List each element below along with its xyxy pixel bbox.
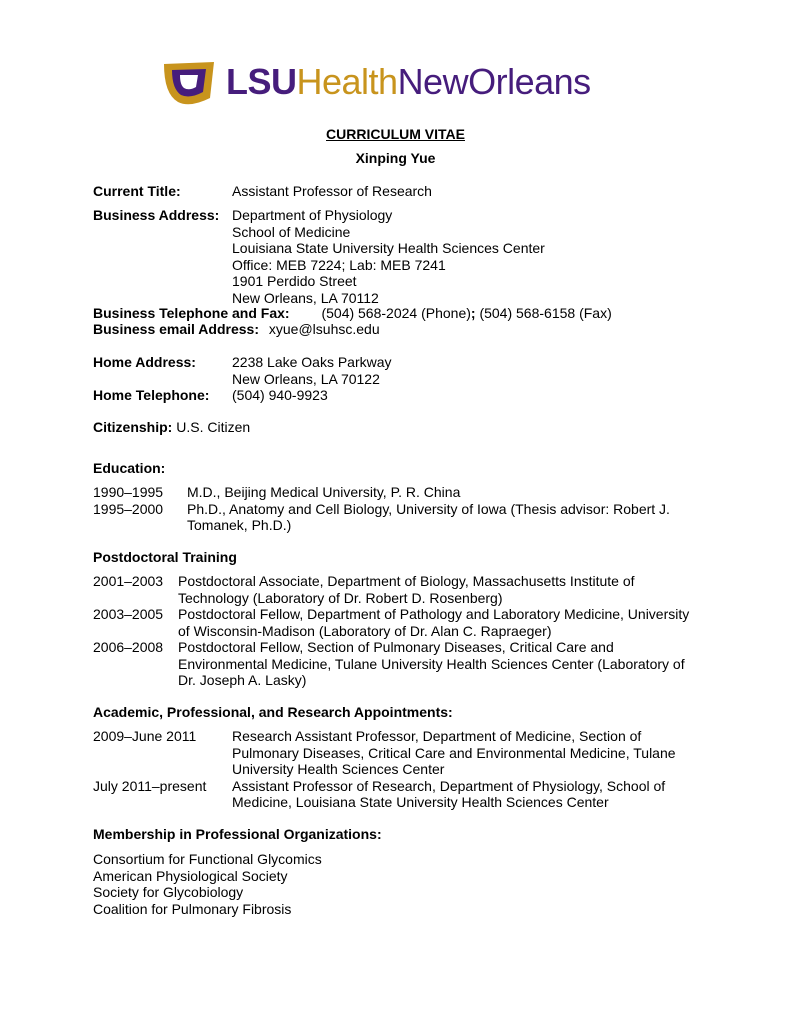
business-phone-row [93, 305, 612, 322]
business-email-value: xyue@lsuhsc.edu [268, 321, 380, 337]
list-item [93, 573, 703, 606]
item-description: Postdoctoral Fellow, Section of Pulmonary Diseases, Critical Care and Environmental Medicine, Tulane University Health Sciences Center (Laboratory of Dr. Joseph A. Lasky) [178, 639, 685, 688]
list-item [93, 501, 703, 534]
item-years: 1990–1995 [93, 484, 164, 500]
home-address-row [93, 354, 392, 387]
item-years: 2001–2003 [93, 573, 164, 589]
phone-separator: ; [470, 305, 476, 321]
list-item [93, 606, 703, 639]
list-item [93, 778, 693, 811]
business-address-row [93, 207, 545, 306]
item-description: Postdoctoral Fellow, Department of Pathology and Laboratory Medicine, University of Wisconsin-Madison (Laboratory of Dr. Alan C. Rapraeger) [178, 606, 690, 639]
logo-health: Health [296, 61, 398, 102]
logo-lsu: LSU [226, 61, 297, 102]
home-phone-value: (504) 940-9923 [232, 387, 328, 403]
list-item [93, 728, 693, 778]
postdoc-list [93, 573, 703, 689]
appointments-list [93, 728, 693, 811]
membership-item: Consortium for Functional Glycomics [93, 851, 322, 867]
membership-item: Coalition for Pulmonary Fibrosis [93, 900, 292, 917]
address-line: New Orleans, LA 70112 [232, 289, 379, 306]
business-fax-value: (504) 568-6158 (Fax) [475, 305, 612, 321]
item-description: Assistant Professor of Research, Department of Physiology, School of Medicine, Louisiana State University Health Sciences Center [232, 777, 666, 810]
appointments-heading: Academic, Professional, and Research Appointments: [93, 704, 453, 720]
item-years: 1995–2000 [93, 500, 164, 517]
item-description: Postdoctoral Associate, Department of Biology, Massachusetts Institute of Technology (Laboratory of Dr. Robert D. Rosenberg) [178, 573, 635, 606]
document-title: CURRICULUM VITAE [326, 126, 465, 142]
item-years: 2009–June 2011 [93, 728, 197, 744]
home-address-line: New Orleans, LA 70122 [232, 370, 380, 387]
item-years: 2003–2005 [93, 606, 164, 622]
logo-new-orleans: NewOrleans [397, 61, 591, 102]
home-address-label: Home Address: [93, 354, 196, 370]
citizenship-label: Citizenship: [93, 419, 173, 435]
lsu-shield-icon [160, 58, 220, 108]
address-line: Louisiana State University Health Sciences Center [232, 240, 545, 256]
item-description: Ph.D., Anatomy and Cell Biology, University of Iowa (Thesis advisor: Robert J. Tomanek, Ph.D.) [187, 500, 670, 533]
business-address-label: Business Address: [93, 207, 220, 223]
membership-item: Society for Glycobiology [93, 884, 244, 900]
business-email-row [93, 321, 380, 338]
address-line: Department of Physiology [232, 207, 393, 223]
citizenship-row [93, 419, 250, 436]
address-line: School of Medicine [232, 223, 351, 240]
business-phone-value: (504) 568-2024 (Phone) [321, 305, 471, 321]
current-title-value: Assistant Professor of Research [232, 183, 432, 199]
business-email-label: Business email Address: [93, 321, 259, 337]
address-line: 1901 Perdido Street [232, 273, 357, 289]
citizenship-value: U.S. Citizen [176, 419, 251, 435]
postdoc-heading: Postdoctoral Training [93, 549, 237, 565]
current-title-label: Current Title: [93, 183, 181, 199]
home-phone-row [93, 387, 328, 404]
item-description: M.D., Beijing Medical University, P. R. China [187, 484, 461, 500]
item-description: Research Assistant Professor, Department of Medicine, Section of Pulmonary Diseases, Critical Care and Environmental Medicine, Tulane University Health Sciences Center [232, 728, 676, 777]
business-phone-label: Business Telephone and Fax: [93, 305, 290, 321]
list-item [93, 639, 703, 689]
person-name: Xinping Yue [355, 150, 436, 166]
home-address-line: 2238 Lake Oaks Parkway [232, 354, 392, 370]
education-list [93, 484, 703, 534]
item-years: 2006–2008 [93, 639, 164, 655]
institution-logo [160, 58, 608, 108]
home-phone-label: Home Telephone: [93, 387, 210, 403]
memberships-heading: Membership in Professional Organizations: [93, 826, 382, 842]
list-item [93, 484, 703, 501]
membership-item: American Physiological Society [93, 867, 288, 884]
education-heading: Education: [93, 460, 166, 476]
address-line: Office: MEB 7224; Lab: MEB 7241 [232, 256, 446, 273]
logo-wordmark [226, 62, 591, 102]
memberships-list [93, 851, 703, 917]
current-title-row [93, 183, 432, 200]
item-years: July 2011–present [93, 777, 207, 794]
